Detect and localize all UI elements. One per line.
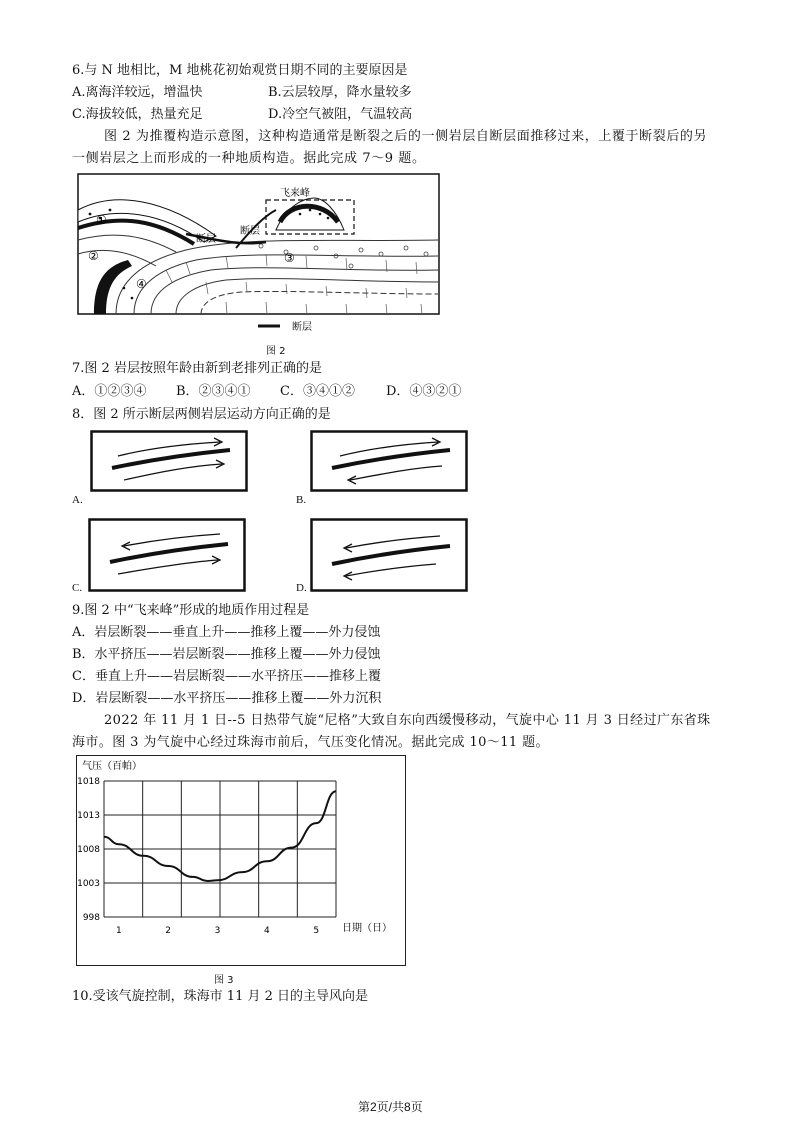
x-tick-label: 3 (214, 926, 221, 936)
marker-2: ② (88, 249, 99, 263)
q8-option-d-diagram (310, 518, 468, 592)
y-tick-label: 1008 (77, 845, 100, 855)
x-tick-label: 4 (264, 926, 270, 936)
q6-stem: 6.与 N 地相比，M 地桃花初始观赏日期不同的主要原因是 (72, 63, 408, 78)
q6-option-c: C.海拔较低，热量充足 (72, 107, 203, 122)
fault-label-left: 断层 (196, 234, 216, 245)
y-tick-label: 1013 (77, 811, 100, 821)
q7-option-d: D．④③②① (386, 384, 462, 399)
marker-4: ④ (136, 277, 147, 291)
y-tick-label: 1018 (77, 777, 100, 787)
x-tick-label: 5 (313, 926, 320, 936)
q8-option-b-diagram (310, 430, 468, 492)
fault-label-mid: 断层 (240, 226, 260, 237)
x-tick-label: 2 (165, 926, 172, 936)
chart-y-axis-label: 气压（百帕） (82, 761, 142, 772)
peak-label: 飞来峰 (280, 188, 310, 199)
q8-option-b-label: B. (296, 494, 307, 506)
pressure-line-chart (76, 755, 406, 967)
marker-1: ① (96, 213, 107, 227)
q7-option-a: A．①②③④ (72, 384, 147, 399)
q6-option-a: A.离海洋较远，增温快 (72, 85, 203, 100)
q7-option-b: B．②③④① (176, 384, 251, 399)
q8-option-a-label: A. (72, 494, 83, 506)
q9-option-c: C．垂直上升——岩层断裂——水平挤压——推移上覆 (72, 669, 381, 684)
q8-option-c-label: C. (72, 582, 83, 594)
q8-option-a-diagram (90, 430, 248, 492)
q9-option-a: A．岩层断裂——垂直上升——推移上覆——外力侵蚀 (72, 625, 381, 640)
nappe-structure-diagram (76, 170, 442, 350)
y-tick-label: 1003 (77, 879, 100, 889)
q9-option-b: B．水平挤压——岩层断裂——推移上覆——外力侵蚀 (72, 647, 381, 662)
q9-stem: 9.图 2 中“飞来峰”形成的地质作用过程是 (72, 603, 310, 618)
chart-x-axis-label: 日期（日） (342, 923, 392, 934)
fault-legend-label: 断层 (292, 322, 312, 333)
q7-option-c: C．③④①② (280, 384, 355, 399)
q6-option-d: D.冷空气被阻，气温较高 (268, 107, 413, 122)
fig3-caption: 图 3 (214, 975, 234, 986)
intro-fig3-line1: 2022 年 11 月 1 日--5 日热带气旋“尼格”大致自东向西缓慢移动，气旋中心 11 月 3 日经过广东省珠 (104, 713, 711, 728)
q6-option-b: B.云层较厚，降水量较多 (268, 85, 412, 100)
q9-option-d: D．岩层断裂——水平挤压——推移上覆——外力沉积 (72, 691, 382, 706)
q8-option-c-diagram (88, 518, 246, 592)
intro-fig3-line2: 海市。图 3 为气旋中心经过珠海市前后，气压变化情况。据此完成 10～11 题。 (72, 735, 549, 750)
q7-stem: 7.图 2 岩层按照年龄由新到老排列正确的是 (72, 361, 322, 376)
fig2-caption: 图 2 (266, 346, 286, 357)
intro-fig2-line1: 图 2 为推覆构造示意图，这种构造通常是断裂之后的一侧岩层自断层面推移过来，上覆于断裂后的另 (104, 129, 708, 144)
q8-option-d-label: D. (296, 582, 307, 594)
marker-3: ③ (284, 251, 295, 265)
y-tick-label: 998 (82, 913, 100, 923)
x-tick-label: 1 (115, 926, 122, 936)
q10-stem: 10.受该气旋控制，珠海市 11 月 2 日的主导风向是 (72, 989, 369, 1004)
page-footer: 第2页/共8页 (358, 1100, 423, 1114)
q8-stem: 8．图 2 所示断层两侧岩层运动方向正确的是 (72, 407, 331, 422)
intro-fig2-line2: 一侧岩层之上而形成的一种地质构造。据此完成 7～9 题。 (72, 151, 426, 166)
